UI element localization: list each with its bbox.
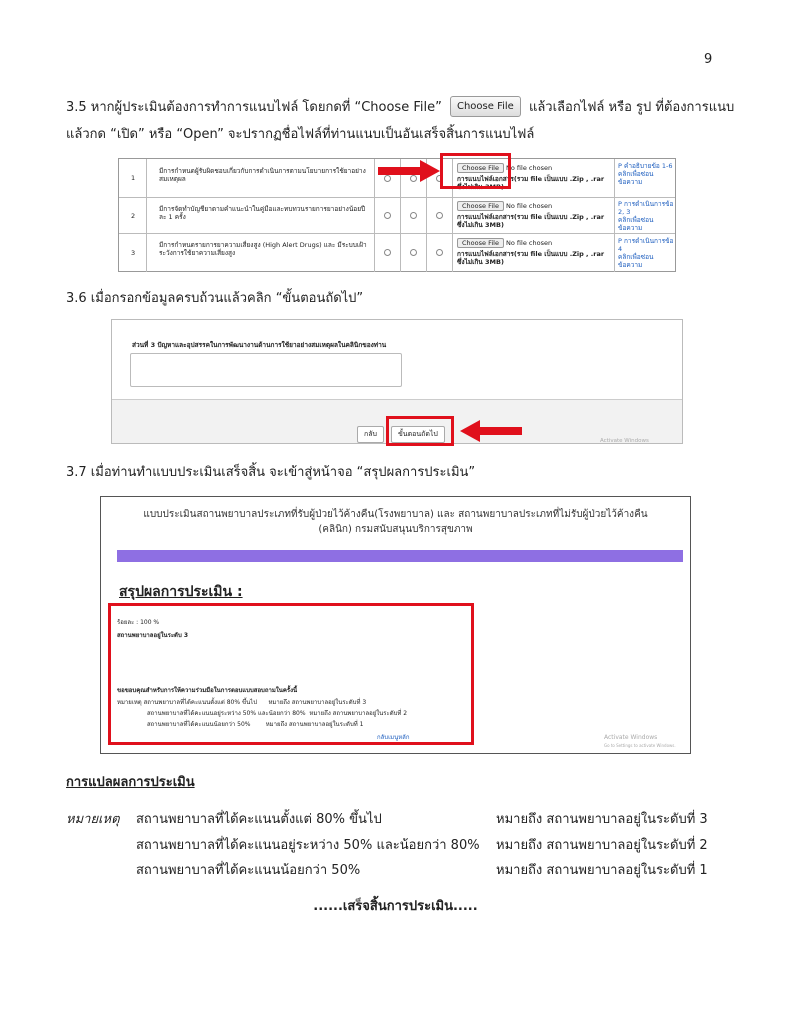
back-button[interactable]: กลับ xyxy=(357,426,384,443)
problems-textarea[interactable] xyxy=(130,353,402,387)
end-of-assessment-text: ......เสร็จสิ้นการประเมิน..... xyxy=(313,899,478,914)
no-file-label: No file chosen xyxy=(506,239,553,247)
no-file-label: No file chosen xyxy=(506,164,553,172)
windows-watermark: Activate Windows xyxy=(604,734,658,741)
row-text: มีการกำหนดผู้รับผิดชอบเกี่ยวกับการดำเนินการตามนโยบายการใช้ยาอย่างสมเหตุผล xyxy=(159,167,366,183)
red-arrow-icon xyxy=(460,420,522,442)
upload-hint: การแนบไฟล์เอกสาร(รวม file เป็นแบบ .Zip , .rar ซึ่งไม่เกิน 3MB) xyxy=(457,175,605,191)
section-3-5-line1 xyxy=(66,96,734,117)
interpretation-left-2: สถานพยาบาลที่ได้คะแนนอยู่ระหว่าง 50% และน้อยกว่า 80% xyxy=(136,838,480,853)
no-file-label: No file chosen xyxy=(506,202,553,210)
choose-file-button[interactable]: Choose File xyxy=(457,238,504,248)
summary-highlight-box xyxy=(108,603,474,745)
interpretation-right-3: หมายถึง สถานพยาบาลอยู่ในระดับที่ 1 xyxy=(496,863,708,878)
explain-link[interactable]: P การดำเนินการข้อ 2, 3 คลิกเพื่อซ่อนข้อความ xyxy=(618,200,674,232)
upload-hint: การแนบไฟล์เอกสาร(รวม file เป็นแบบ .Zip , .rar ซึ่งไม่เกิน 3MB) xyxy=(457,250,605,266)
next-step-highlight-box xyxy=(386,416,454,446)
interpretation-heading: การแปลผลการประเมิน xyxy=(66,775,195,790)
choose-file-button-example: Choose File xyxy=(450,96,521,117)
row-number: 2 xyxy=(131,212,136,220)
note-line-1: หมายเหตุ สถานพยาบาลที่ได้คะแนนตั้งแต่ 80% ขึ้นไป หมายถึง สถานพยาบาลอยู่ในระดับที่ 3 xyxy=(117,699,367,706)
explain-link[interactable]: P การดำเนินการข้อ 4 คลิกเพื่อซ่อนข้อความ xyxy=(618,237,674,269)
windows-watermark-sub: Go to Settings to activate Windows. xyxy=(604,743,676,748)
section-3-5-text-before: 3.5 หากผู้ประเมินต้องการทำการแนบไฟล์ โดยกดที่ “Choose File” xyxy=(66,100,442,115)
row-text: มีการกำหนดรายการยาความเสี่ยงสูง (High Alert Drugs) และ มีระบบเฝ้าระวังการใช้ยาความเสี่ยงสูง xyxy=(159,241,367,257)
back-to-main-link[interactable]: กลับเมนูหลัก xyxy=(377,734,410,741)
interpretation-left-3: สถานพยาบาลที่ได้คะแนนน้อยกว่า 50% xyxy=(136,863,361,878)
file-input[interactable] xyxy=(457,201,552,211)
file-input[interactable] xyxy=(457,238,552,248)
summary-title: สรุปผลการประเมิน : xyxy=(119,584,243,600)
radio-option[interactable] xyxy=(410,212,417,219)
row-text: มีการจัดทำบัญชียาตามคำแนะนำในคู่มือและทบทวนรายการยาอย่างน้อยปีละ 1 ครั้ง xyxy=(159,205,366,221)
table-row xyxy=(119,234,675,272)
section-3-6-text: 3.6 เมื่อกรอกข้อมูลครบถ้วนแล้วคลิก “ขั้นตอนถัดไป” xyxy=(66,291,364,306)
section-3-7-text: 3.7 เมื่อท่านทำแบบประเมินเสร็จสิ้น จะเข้าสู่หน้าจอ “สรุปผลการประเมิน” xyxy=(66,465,476,480)
radio-option[interactable] xyxy=(384,249,391,256)
interpretation-right-1: หมายถึง สถานพยาบาลอยู่ในระดับที่ 3 xyxy=(496,812,708,827)
purple-banner xyxy=(117,550,683,562)
next-step-button[interactable]: ขั้นตอนถัดไป xyxy=(391,426,445,443)
section-3-5-text-after: แล้วเลือกไฟล์ หรือ รูป ที่ต้องการแนบ xyxy=(528,100,735,115)
upload-hint: การแนบไฟล์เอกสาร(รวม file เป็นแบบ .Zip , .rar ซึ่งไม่เกิน 3MB) xyxy=(457,213,605,229)
row-number: 1 xyxy=(131,174,136,182)
page-number: 9 xyxy=(704,52,713,67)
summary-header: แบบประเมินสถานพยาบาลประเภทที่รับผู้ป่วยไว้ค้างคืน(โรงพยาบาล) และ สถานพยาบาลประเภทที่ไม่รับผู้ป่วยไว้ค้างคืน (คลินิก) กรมสนับสนุนบริการสุขภาพ xyxy=(143,509,648,535)
choose-file-highlight-box xyxy=(440,153,511,189)
radio-option[interactable] xyxy=(384,212,391,219)
red-arrow-icon xyxy=(378,160,440,182)
note-line-3: สถานพยาบาลที่ได้คะแนนน้อยกว่า 50% หมายถึง สถานพยาบาลอยู่ในระดับที่ 1 xyxy=(147,721,364,728)
choose-file-button[interactable]: Choose File xyxy=(457,201,504,211)
thanks-text: ขอขอบคุณสำหรับการให้ความร่วมมือในการตอบแบบสอบถามในครั้งนี้ xyxy=(117,687,298,694)
explain-link[interactable]: P คำอธิบายข้อ 1-6 คลิกเพื่อซ่อนข้อความ xyxy=(618,162,673,186)
radio-option[interactable] xyxy=(436,212,443,219)
radio-option[interactable] xyxy=(436,249,443,256)
level-result: สถานพยาบาลอยู่ในระดับ 3 xyxy=(117,632,189,639)
part3-title: ส่วนที่ 3 ปัญหาและอุปสรรคในการพัฒนางานด้านการใช้ยาอย่างสมเหตุผลในคลินิกของท่าน xyxy=(132,341,387,349)
choose-file-button[interactable]: Choose File xyxy=(457,163,504,173)
note-label: หมายเหตุ xyxy=(66,812,120,827)
radio-option[interactable] xyxy=(410,249,417,256)
table-row xyxy=(119,198,675,234)
percent-score: ร้อยละ : 100 % xyxy=(117,619,160,626)
interpretation-right-2: หมายถึง สถานพยาบาลอยู่ในระดับที่ 2 xyxy=(496,838,708,853)
interpretation-left-1: สถานพยาบาลที่ได้คะแนนตั้งแต่ 80% ขึ้นไป xyxy=(136,812,382,827)
windows-watermark: Activate Windows xyxy=(600,438,649,444)
row-number: 3 xyxy=(131,249,136,257)
note-line-2: สถานพยาบาลที่ได้คะแนนอยู่ระหว่าง 50% และน้อยกว่า 80% หมายถึง สถานพยาบาลอยู่ในระดับที่ 2 xyxy=(147,710,408,717)
section-3-5-line2: แล้วกด “เปิด” หรือ “Open” จะปรากฏชื่อไฟล์ที่ท่านแนบเป็นอันเสร็จสิ้นการแนบไฟล์ xyxy=(66,127,535,142)
